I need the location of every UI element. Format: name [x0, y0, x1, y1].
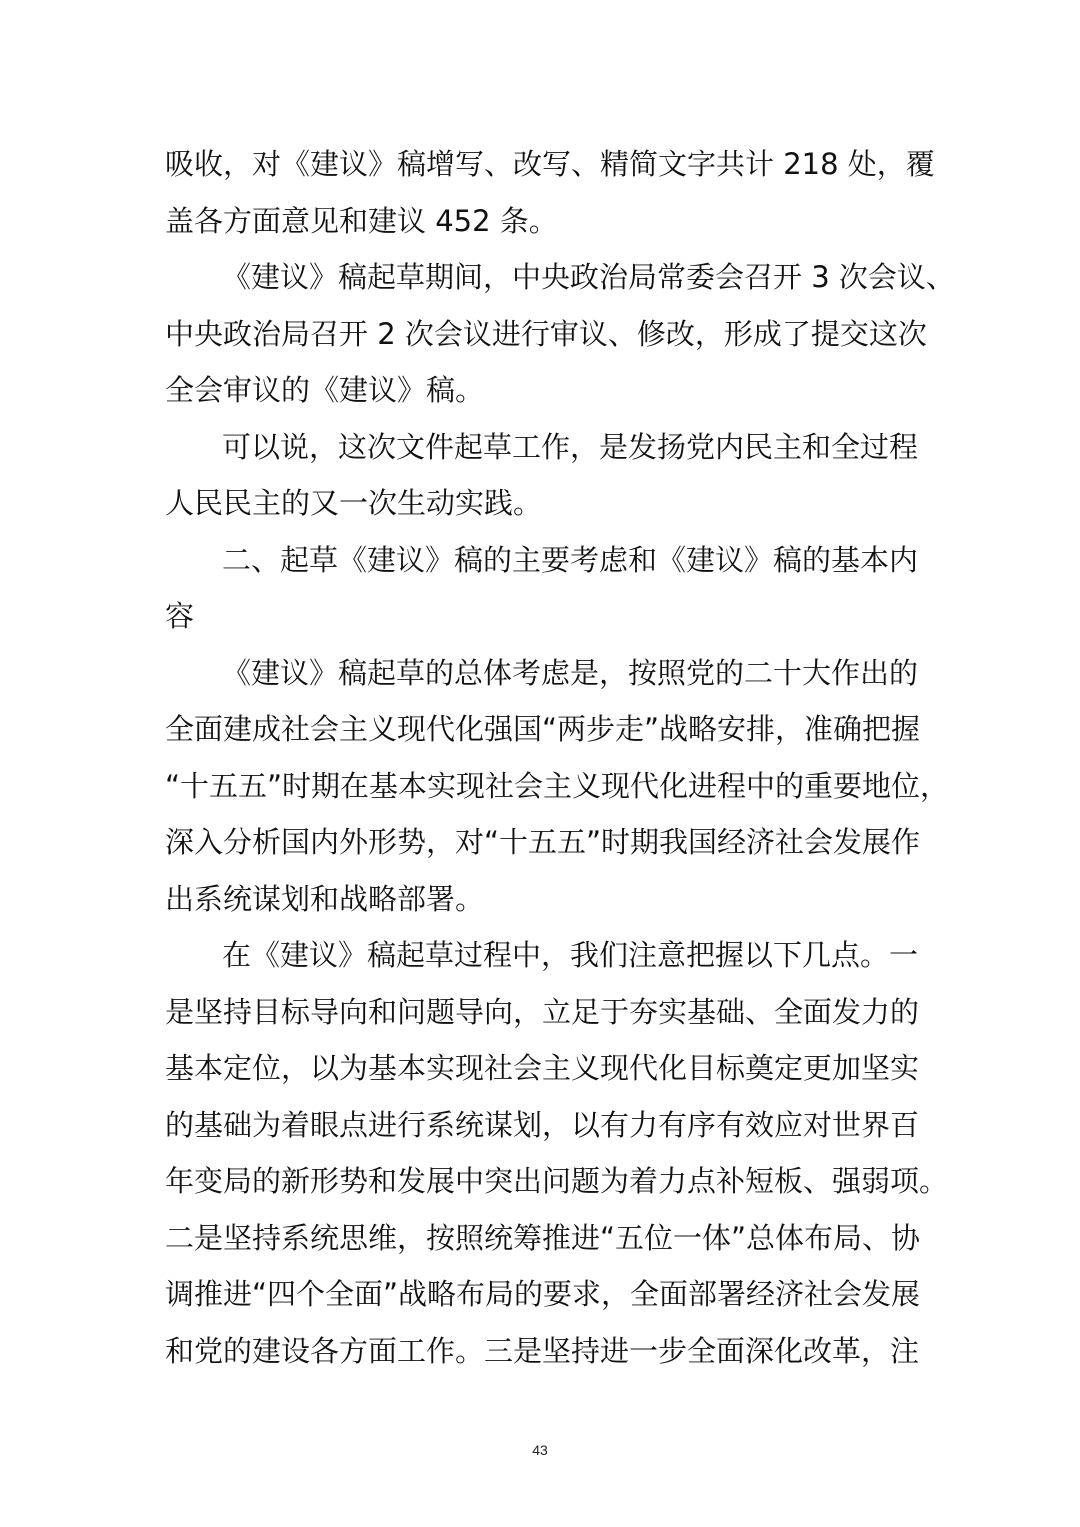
paragraph-3 [165, 419, 917, 532]
text-line: 深入分析国内外形势，对“十五五”时期我国经济社会发展作 [165, 825, 921, 859]
page-number: 43 [532, 1442, 548, 1458]
text-line: 全会审议的《建议》稿。 [165, 373, 485, 407]
text-line: 全面建成社会主义现代化强国“两步走”战略安排，准确把握 [165, 712, 921, 746]
text-line: 人民民主的又一次生动实践。 [165, 486, 543, 520]
text-line: 中央政治局召开 2 次会议进行审议、修改，形成了提交这次 [165, 316, 927, 351]
text-line: 出系统谋划和战略部署。 [165, 881, 485, 916]
paragraph-4 [165, 645, 950, 928]
document-body [165, 136, 955, 1379]
text-line: 年变局的新形势和发展中突出问题为着力点补短板、强弱项。 [165, 1164, 949, 1198]
text-line: 二、起草《建议》稿的主要考虑和《建议》稿的基本内 [222, 542, 919, 577]
paragraph-1 [165, 136, 935, 249]
text-line: 调推进“四个全面”战略布局的要求，全面部署经济社会发展 [165, 1277, 921, 1311]
text-line: 《建议》稿起草的总体考虑是，按照党的二十大作出的 [222, 655, 919, 690]
text-line: 二是坚持系统思维，按照统筹推进“五位一体”总体布局、协 [165, 1220, 921, 1255]
text-line: “十五五”时期在基本实现社会主义现代化进程中的重要地位， [165, 768, 950, 803]
text-line: 吸收，对《建议》稿增写、改写、精简文字共计 218 处，覆 [165, 147, 935, 181]
text-line: 是坚持目标导向和问题导向，立足于夯实基础、全面发力的 [165, 994, 920, 1029]
paragraph-5 [165, 927, 949, 1379]
text-line: 和党的建设各方面工作。三是坚持进一步全面深化改革，注 [165, 1333, 920, 1368]
text-line: 盖各方面意见和建议 452 条。 [165, 203, 558, 238]
text-line: 容 [165, 599, 195, 633]
text-line: 在《建议》稿起草过程中，我们注意把握以下几点。一 [222, 938, 919, 972]
text-line: 可以说，这次文件起草工作，是发扬党内民主和全过程 [222, 429, 919, 464]
text-line: 基本定位，以为基本实现社会主义现代化目标奠定更加坚实 [165, 1051, 920, 1085]
paragraph-2 [165, 249, 955, 419]
text-line: 《建议》稿起草期间，中央政治局常委会召开 3 次会议、 [222, 260, 955, 294]
section-heading [165, 532, 917, 645]
text-line: 的基础为着眼点进行系统谋划，以有力有序有效应对世界百 [165, 1107, 920, 1142]
